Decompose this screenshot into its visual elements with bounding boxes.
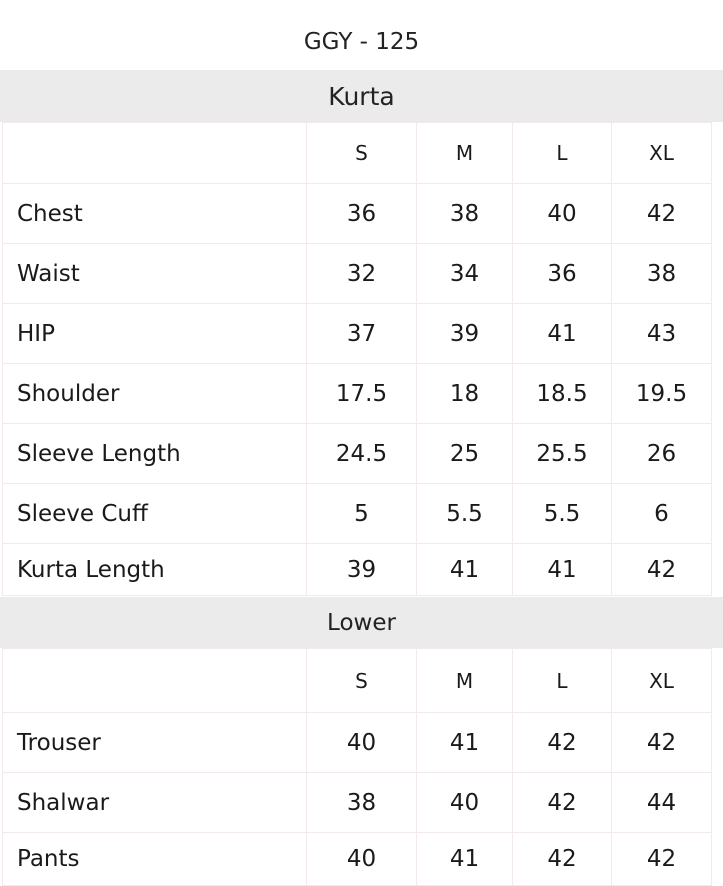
measurement-value: 25.5 [513, 424, 612, 484]
measurement-value: 25 [417, 424, 513, 484]
lower-size-header-row [3, 649, 712, 713]
table-row [3, 184, 712, 244]
table-row [3, 484, 712, 544]
measurement-value: 36 [307, 184, 417, 244]
measurement-value: 39 [307, 544, 417, 596]
measurement-label: Sleeve Cuff [3, 484, 307, 544]
size-header: XL [612, 649, 712, 713]
measurement-label: Pants [3, 833, 307, 886]
measurement-value: 43 [612, 304, 712, 364]
measurement-label: HIP [3, 304, 307, 364]
header-blank-cell [3, 649, 307, 713]
measurement-value: 40 [307, 713, 417, 773]
measurement-value: 6 [612, 484, 712, 544]
measurement-value: 39 [417, 304, 513, 364]
lower-size-table [2, 648, 712, 886]
table-row [3, 304, 712, 364]
measurement-value: 44 [612, 773, 712, 833]
measurement-value: 40 [513, 184, 612, 244]
measurement-value: 18 [417, 364, 513, 424]
measurement-label: Chest [3, 184, 307, 244]
size-header: L [513, 123, 612, 184]
measurement-value: 42 [612, 544, 712, 596]
measurement-value: 24.5 [307, 424, 417, 484]
measurement-value: 37 [307, 304, 417, 364]
kurta-section-header: Kurta [0, 70, 723, 122]
measurement-value: 42 [513, 713, 612, 773]
measurement-value: 42 [612, 833, 712, 886]
measurement-value: 41 [417, 713, 513, 773]
measurement-value: 18.5 [513, 364, 612, 424]
size-header: M [417, 123, 513, 184]
size-header: XL [612, 123, 712, 184]
table-row [3, 244, 712, 304]
measurement-value: 38 [417, 184, 513, 244]
measurement-value: 5 [307, 484, 417, 544]
size-header: M [417, 649, 513, 713]
table-row [3, 364, 712, 424]
measurement-label: Shoulder [3, 364, 307, 424]
measurement-value: 42 [612, 184, 712, 244]
measurement-value: 38 [612, 244, 712, 304]
kurta-size-table [2, 122, 712, 596]
table-row [3, 544, 712, 596]
measurement-value: 5.5 [513, 484, 612, 544]
table-row [3, 713, 712, 773]
measurement-value: 41 [417, 544, 513, 596]
table-row [3, 833, 712, 886]
measurement-value: 41 [417, 833, 513, 886]
measurement-value: 42 [513, 833, 612, 886]
header-blank-cell [3, 123, 307, 184]
measurement-label: Trouser [3, 713, 307, 773]
measurement-value: 19.5 [612, 364, 712, 424]
measurement-value: 42 [612, 713, 712, 773]
measurement-value: 40 [307, 833, 417, 886]
measurement-value: 36 [513, 244, 612, 304]
measurement-value: 41 [513, 544, 612, 596]
size-header: S [307, 649, 417, 713]
measurement-value: 32 [307, 244, 417, 304]
measurement-value: 42 [513, 773, 612, 833]
measurement-value: 40 [417, 773, 513, 833]
size-chart-title: GGY - 125 [303, 29, 420, 55]
measurement-value: 26 [612, 424, 712, 484]
measurement-label: Shalwar [3, 773, 307, 833]
table-row [3, 773, 712, 833]
measurement-value: 5.5 [417, 484, 513, 544]
measurement-label: Waist [3, 244, 307, 304]
measurement-value: 38 [307, 773, 417, 833]
measurement-label: Kurta Length [3, 544, 307, 596]
kurta-size-header-row [3, 123, 712, 184]
measurement-label: Sleeve Length [3, 424, 307, 484]
measurement-value: 17.5 [307, 364, 417, 424]
measurement-value: 34 [417, 244, 513, 304]
measurement-value: 41 [513, 304, 612, 364]
table-row [3, 424, 712, 484]
lower-section-header: Lower [0, 597, 723, 648]
size-header: S [307, 123, 417, 184]
size-header: L [513, 649, 612, 713]
